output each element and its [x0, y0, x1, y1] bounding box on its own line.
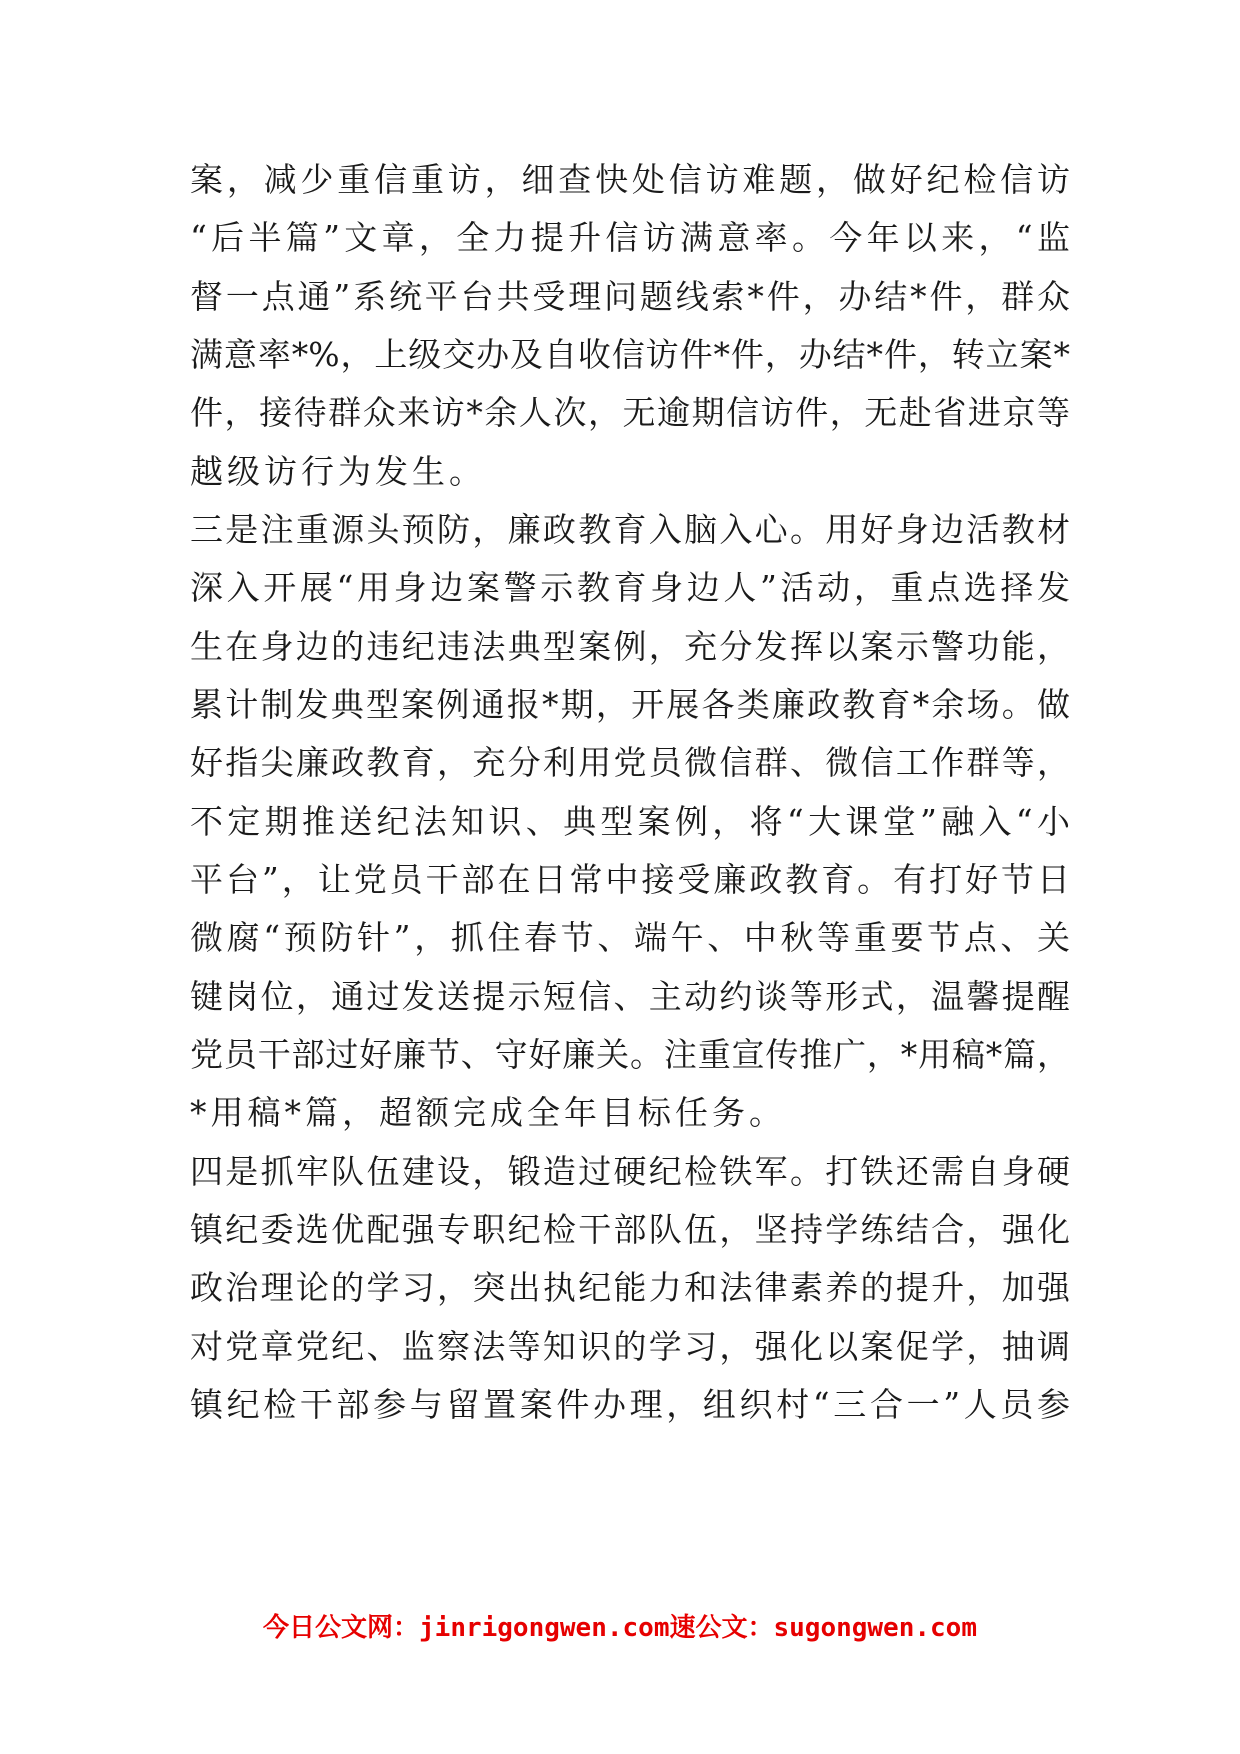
text-line: 督一点通”系统平台共受理问题线索*件，办结*件，群众 [190, 277, 1070, 316]
text-line: 满意率*%，上级交办及自收信访件*件，办结*件，转立案* [190, 335, 1070, 374]
text-line: 好指尖廉政教育，充分利用党员微信群、微信工作群等， [190, 743, 1070, 782]
paragraph-heading-line: 四是抓牢队伍建设，锻造过硬纪检铁军。打铁还需自身硬 [190, 1152, 1070, 1191]
text-line: 镇纪检干部参与留置案件办理，组织村“三合一”人员参 [190, 1385, 1070, 1424]
text-line: 件，接待群众来访*余人次，无逾期信访件，无赴省进京等 [190, 393, 1070, 432]
text-line: 累计制发典型案例通报*期，开展各类廉政教育*余场。做 [190, 685, 1070, 724]
footer-site1-label: 今日公文网： [263, 1613, 420, 1643]
text-line: 政治理论的学习，突出执纪能力和法律素养的提升，加强 [190, 1268, 1070, 1307]
text-line: 微腐“预防针”，抓住春节、端午、中秋等重要节点、关 [190, 918, 1070, 957]
footer-site1-url[interactable]: jinrigongwen.com [419, 1613, 670, 1643]
text-line: 党员干部过好廉节、守好廉关。注重宣传推广，*用稿*篇， [190, 1035, 1070, 1074]
text-line: “后半篇”文章，全力提升信访满意率。今年以来，“监 [190, 218, 1070, 257]
text-line: 案，减少重信重访，细查快处信访难题，做好纪检信访 [190, 160, 1070, 199]
text-line: *用稿*篇，超额完成全年目标任务。 [190, 1093, 786, 1132]
text-line: 对党章党纪、监察法等知识的学习，强化以案促学，抽调 [190, 1327, 1070, 1366]
text-line: 深入开展“用身边案警示教育身边人”活动，重点选择发 [190, 568, 1070, 607]
text-line: 生在身边的违纪违法典型案例，充分发挥以案示警功能， [190, 627, 1070, 666]
text-line: 镇纪委选优配强专职纪检干部队伍，坚持学练结合，强化 [190, 1210, 1070, 1249]
text-line: 不定期推送纪法知识、典型案例，将“大课堂”融入“小 [190, 802, 1070, 841]
text-line: 平台”，让党员干部在日常中接受廉政教育。有打好节日 [190, 860, 1070, 899]
text-line: 键岗位，通过发送提示短信、主动约谈等形式，温馨提醒 [190, 977, 1070, 1016]
text-line: 越级访行为发生。 [190, 452, 486, 491]
footer-watermark [0, 1608, 1240, 1648]
footer-site2-url[interactable]: sugongwen.com [773, 1613, 977, 1643]
footer-site2-label: 速公文： [669, 1613, 774, 1643]
paragraph-heading-line: 三是注重源头预防，廉政教育入脑入心。用好身边活教材 [190, 510, 1070, 549]
